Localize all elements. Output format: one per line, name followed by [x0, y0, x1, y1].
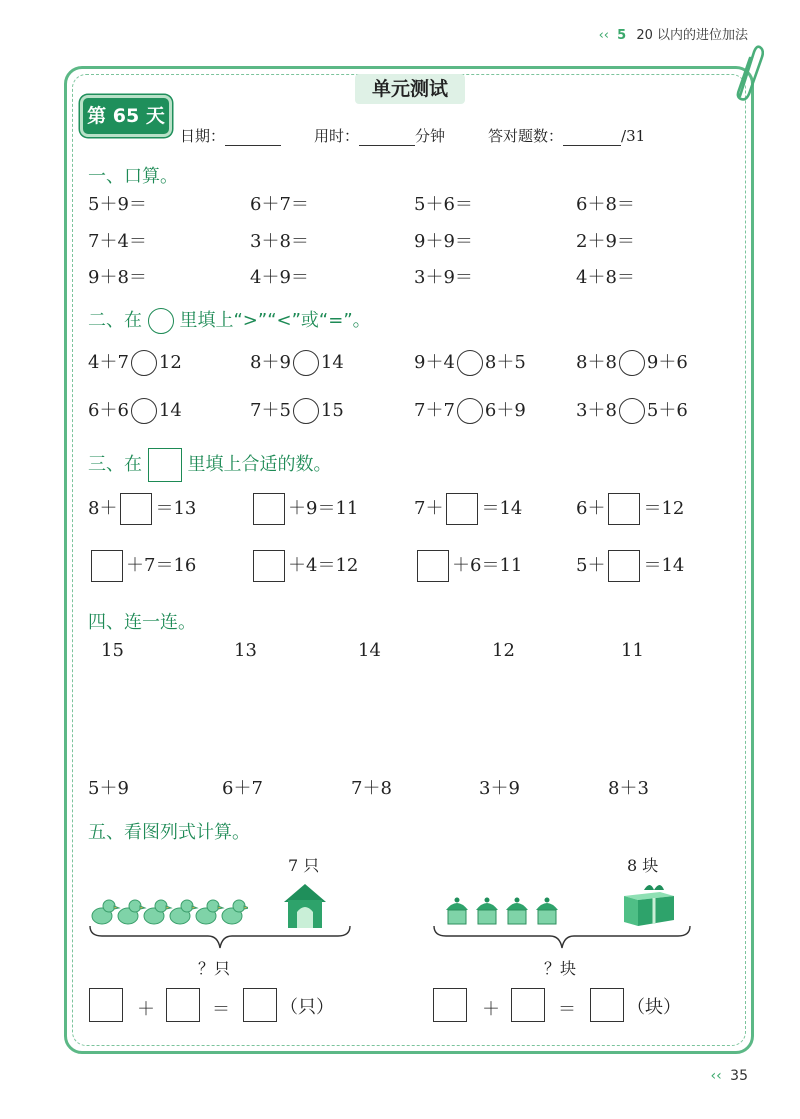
answer-box[interactable]	[590, 988, 624, 1022]
answer-box[interactable]	[608, 550, 640, 582]
section-2-title-a: 二、在	[88, 310, 142, 331]
fill-item: ＋6＝11	[414, 550, 522, 582]
answer-box[interactable]	[433, 988, 467, 1022]
compare-item: 8＋8 9＋6	[576, 348, 688, 376]
compare-item: 8＋9 14	[250, 348, 344, 376]
answer-box[interactable]	[446, 493, 478, 525]
compare-item: 7＋7 6＋9	[414, 396, 526, 424]
answer-box[interactable]	[243, 988, 277, 1022]
answer-box[interactable]	[120, 493, 152, 525]
match-bottom-expr[interactable]: 6＋7	[222, 778, 263, 799]
time-field[interactable]	[314, 125, 445, 146]
double-chevron-left-icon: ‹‹	[598, 28, 609, 43]
compare-circle[interactable]	[131, 350, 157, 376]
match-top-number[interactable]: 15	[101, 640, 124, 661]
double-chevron-left-icon: ‹‹	[710, 1068, 722, 1084]
page-number	[711, 1068, 748, 1084]
answer-box[interactable]	[91, 550, 123, 582]
compare-item: 7＋5 15	[250, 396, 344, 424]
section-5-title: 五、看图列式计算。	[88, 822, 250, 843]
oral-calc-item: 4＋8＝	[576, 267, 635, 288]
equals-sign: ＝	[558, 999, 576, 1020]
section-4-title: 四、连一连。	[88, 612, 196, 633]
answer-box[interactable]	[89, 988, 123, 1022]
section-1-title: 一、口算。	[88, 166, 178, 187]
compare-circle[interactable]	[293, 398, 319, 424]
compare-circle[interactable]	[457, 398, 483, 424]
total-label-right: 8 块	[627, 856, 659, 875]
section-2-title	[88, 306, 371, 334]
compare-item: 3＋8 5＋6	[576, 396, 688, 424]
time-label: 用时：	[314, 127, 360, 145]
match-top-number[interactable]: 13	[234, 640, 257, 661]
fill-item: ＋9＝11	[250, 493, 358, 525]
match-top-number[interactable]: 12	[492, 640, 515, 661]
gift-box-icon	[620, 880, 678, 928]
section-3-title	[88, 448, 331, 482]
page-number-value: 35	[730, 1068, 748, 1084]
unit-label: （只）	[280, 997, 334, 1018]
question-label-left: ？只	[198, 959, 231, 978]
oral-calc-item: 2＋9＝	[576, 231, 635, 252]
section-3-title-a: 三、在	[88, 454, 142, 475]
oral-calc-item: 3＋8＝	[250, 231, 309, 252]
chapter-number: 5	[617, 28, 627, 43]
chapter-header	[599, 24, 748, 43]
match-bottom-expr[interactable]: 3＋9	[479, 778, 520, 799]
section-3-title-b: 里填上合适的数。	[187, 454, 332, 475]
total-label-left: 7 只	[288, 856, 320, 875]
date-blank[interactable]	[225, 145, 281, 146]
compare-circle[interactable]	[457, 350, 483, 376]
compare-item: 6＋6 14	[88, 396, 182, 424]
match-bottom-expr[interactable]: 7＋8	[351, 778, 392, 799]
compare-item: 4＋7 12	[88, 348, 182, 376]
oral-calc-item: 6＋8＝	[576, 194, 635, 215]
oral-calc-item: 5＋6＝	[414, 194, 473, 215]
answer-box[interactable]	[511, 988, 545, 1022]
brace-right	[432, 924, 692, 952]
score-total: /31	[621, 127, 646, 145]
compare-circle[interactable]	[619, 398, 645, 424]
oral-calc-item: 9＋8＝	[88, 267, 147, 288]
circle-icon	[148, 308, 174, 334]
date-field[interactable]	[180, 125, 281, 146]
page-title: 单元测试	[355, 74, 465, 104]
compare-circle[interactable]	[131, 398, 157, 424]
time-unit: 分钟	[415, 127, 446, 145]
coop-icon	[280, 880, 330, 930]
equals-sign: ＝	[212, 999, 230, 1020]
answer-box[interactable]	[253, 550, 285, 582]
fill-item: ＋7＝16	[88, 550, 196, 582]
brace-left	[88, 924, 352, 952]
compare-circle[interactable]	[293, 350, 319, 376]
oral-calc-item: 3＋9＝	[414, 267, 473, 288]
day-badge: 第 65 天	[80, 95, 172, 137]
plus-sign: ＋	[137, 999, 155, 1020]
answer-box[interactable]	[166, 988, 200, 1022]
oral-calc-item: 5＋9＝	[88, 194, 147, 215]
match-bottom-expr[interactable]: 8＋3	[608, 778, 649, 799]
compare-item: 9＋4 8＋5	[414, 348, 526, 376]
score-field[interactable]	[488, 125, 645, 146]
oral-calc-item: 7＋4＝	[88, 231, 147, 252]
time-blank[interactable]	[359, 145, 415, 146]
answer-box[interactable]	[417, 550, 449, 582]
chapter-title: 20 以内的进位加法	[636, 28, 748, 43]
question-label-right: ？块	[544, 959, 577, 978]
match-top-number[interactable]: 14	[358, 640, 381, 661]
compare-circle[interactable]	[619, 350, 645, 376]
unit-label: （块）	[627, 997, 681, 1018]
fill-item: ＋4＝12	[250, 550, 358, 582]
score-label: 答对题数：	[488, 127, 564, 145]
plus-sign: ＋	[482, 999, 500, 1020]
fill-item: 7＋ ＝14	[414, 493, 522, 525]
fill-item: 6＋ ＝12	[576, 493, 684, 525]
score-blank[interactable]	[563, 145, 621, 146]
answer-box[interactable]	[253, 493, 285, 525]
fill-item: 5＋ ＝14	[576, 550, 684, 582]
fill-item: 8＋ ＝13	[88, 493, 196, 525]
square-icon	[148, 448, 182, 482]
oral-calc-item: 6＋7＝	[250, 194, 309, 215]
answer-box[interactable]	[608, 493, 640, 525]
match-bottom-expr[interactable]: 5＋9	[88, 778, 129, 799]
oral-calc-item: 4＋9＝	[250, 267, 309, 288]
date-label: 日期：	[180, 127, 226, 145]
oral-calc-item: 9＋9＝	[414, 231, 473, 252]
section-2-title-b: 里填上“>”“<”或“=”。	[179, 310, 371, 331]
match-top-number[interactable]: 11	[621, 640, 644, 661]
paperclip-icon	[730, 44, 764, 104]
